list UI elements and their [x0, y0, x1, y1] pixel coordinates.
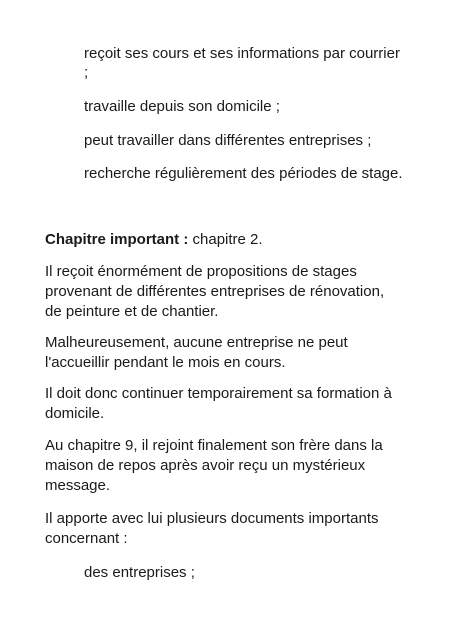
paragraph-line: provenant de différentes entreprises de rénovation, — [45, 283, 385, 300]
paragraph-line: maison de repos après avoir reçu un mystérieux — [45, 457, 366, 474]
paragraph-documents — [45, 509, 415, 549]
list-item-entreprises: peut travailler dans différentes entreprises ; — [84, 132, 372, 149]
paragraph-line: Au chapitre 9, il rejoint finalement son frère dans la — [45, 437, 383, 454]
paragraph-line: Malheureusement, aucune entreprise ne peut — [45, 334, 348, 351]
paragraph-malheureusement — [45, 333, 415, 373]
paragraph-formation — [45, 384, 415, 424]
paragraph-propositions — [45, 262, 415, 322]
paragraph-line: domicile. — [45, 405, 105, 422]
list-item-domicile: travaille depuis son domicile ; — [84, 98, 280, 115]
list-item-stage: recherche régulièrement des périodes de stage. — [84, 165, 403, 182]
paragraph-chapitre-9 — [45, 436, 415, 496]
list-item-courrier: reçoit ses cours et ses informations par courrier — [84, 45, 400, 62]
chapter-heading-value: chapitre 2. — [188, 231, 263, 248]
paragraph-line: l'accueillir pendant le mois en cours. — [45, 354, 286, 371]
paragraph-line: de peinture et de chantier. — [45, 303, 219, 320]
paragraph-line: Il doit donc continuer temporairement sa formation à — [45, 385, 392, 402]
paragraph-line: concernant : — [45, 530, 128, 547]
chapter-heading — [45, 230, 263, 250]
paragraph-line: message. — [45, 477, 111, 494]
chapter-heading-label: Chapitre important : — [45, 231, 189, 248]
list-item-des-entreprises: des entreprises ; — [84, 564, 195, 581]
paragraph-line: Il apporte avec lui plusieurs documents importants — [45, 510, 379, 527]
list-item-courrier-continuation: ; — [84, 64, 89, 81]
paragraph-line: Il reçoit énormément de propositions de stages — [45, 263, 357, 280]
